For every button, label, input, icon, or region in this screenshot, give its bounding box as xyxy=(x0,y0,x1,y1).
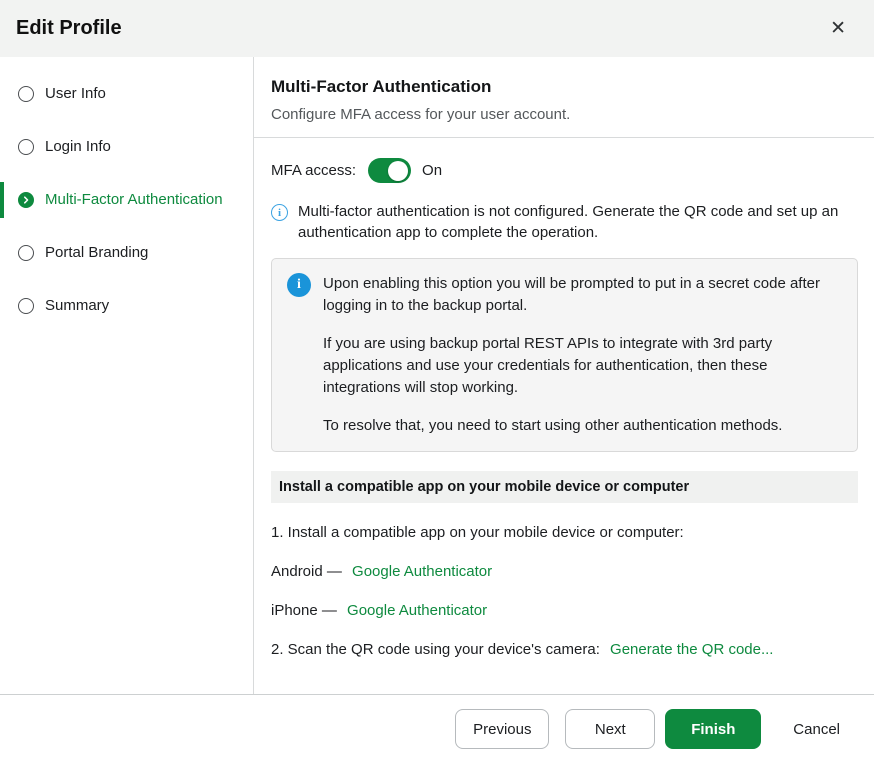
generate-qr-code-link[interactable]: Generate the QR code... xyxy=(610,641,774,658)
chevron-right-circle-icon xyxy=(18,192,34,208)
dialog-header xyxy=(0,0,874,57)
sidebar-item-label: Portal Branding xyxy=(45,244,149,261)
scan-step-2-text: 2. Scan the QR code using your device's camera: xyxy=(271,641,600,658)
sidebar-item-label: Summary xyxy=(45,297,110,314)
next-button[interactable]: Next xyxy=(565,709,655,749)
section-header: Install a compatible app on your mobile device or computer xyxy=(271,471,858,503)
mfa-toggle[interactable] xyxy=(368,158,411,183)
step-circle-icon xyxy=(18,86,34,102)
sidebar-item-summary[interactable] xyxy=(0,279,253,332)
step-circle-icon xyxy=(18,139,34,155)
mfa-access-row xyxy=(271,158,859,183)
content-divider xyxy=(254,137,874,138)
close-icon: ✕ xyxy=(830,18,846,39)
iphone-line xyxy=(271,601,859,620)
finish-button[interactable]: Finish xyxy=(665,709,761,749)
info-paragraph: Upon enabling this option you will be prompted to put in a secret code after logging in to the backup portal. xyxy=(323,275,820,314)
close-button[interactable] xyxy=(824,15,852,42)
install-step-1-text: 1. Install a compatible app on your mobile device or computer: xyxy=(271,524,684,541)
sidebar-item-label: Multi-Factor Authentication xyxy=(45,191,223,208)
mfa-content-panel xyxy=(254,57,874,694)
page-subtitle: Configure MFA access for your user account. xyxy=(271,106,571,123)
mfa-not-configured-notice xyxy=(271,201,859,243)
step-circle-icon xyxy=(18,245,34,261)
info-paragraph: To resolve that, you need to start using other authentication methods. xyxy=(323,417,783,434)
scan-step-2-line xyxy=(271,640,859,659)
google-authenticator-android-link[interactable]: Google Authenticator xyxy=(352,563,493,580)
dialog-body xyxy=(0,57,874,694)
dialog-title: Edit Profile xyxy=(16,17,122,39)
previous-button[interactable]: Previous xyxy=(455,709,549,749)
mfa-access-label: MFA access: xyxy=(271,162,357,179)
step-circle-icon xyxy=(18,298,34,314)
toggle-knob xyxy=(388,161,408,181)
sidebar-item-label: Login Info xyxy=(45,138,111,155)
notice-text: Multi-factor authentication is not configured. Generate the QR code and set up an authentication app to complete the operation. xyxy=(298,203,839,241)
sidebar-item-user-info[interactable] xyxy=(0,67,253,120)
dialog-footer xyxy=(0,694,874,763)
iphone-label: iPhone — xyxy=(271,602,337,619)
page-title: Multi-Factor Authentication xyxy=(271,77,492,96)
mfa-state-text: On xyxy=(422,162,443,179)
info-paragraph: If you are using backup portal REST APIs to integrate with 3rd party applications and use your credentials for authentication, then these integrations will stop working. xyxy=(323,335,773,396)
info-outline-icon: i xyxy=(271,204,288,221)
sidebar-item-login-info[interactable] xyxy=(0,120,253,173)
android-line xyxy=(271,562,859,581)
info-box xyxy=(271,258,858,452)
wizard-steps-sidebar xyxy=(0,57,254,694)
sidebar-item-multi-factor-authentication[interactable] xyxy=(0,173,253,226)
cancel-button[interactable]: Cancel xyxy=(793,709,840,749)
android-label: Android — xyxy=(271,563,342,580)
sidebar-item-label: User Info xyxy=(45,85,106,102)
sidebar-item-portal-branding[interactable] xyxy=(0,226,253,279)
google-authenticator-iphone-link[interactable]: Google Authenticator xyxy=(347,602,488,619)
info-filled-icon: i xyxy=(287,273,311,297)
info-box-text xyxy=(323,273,831,437)
